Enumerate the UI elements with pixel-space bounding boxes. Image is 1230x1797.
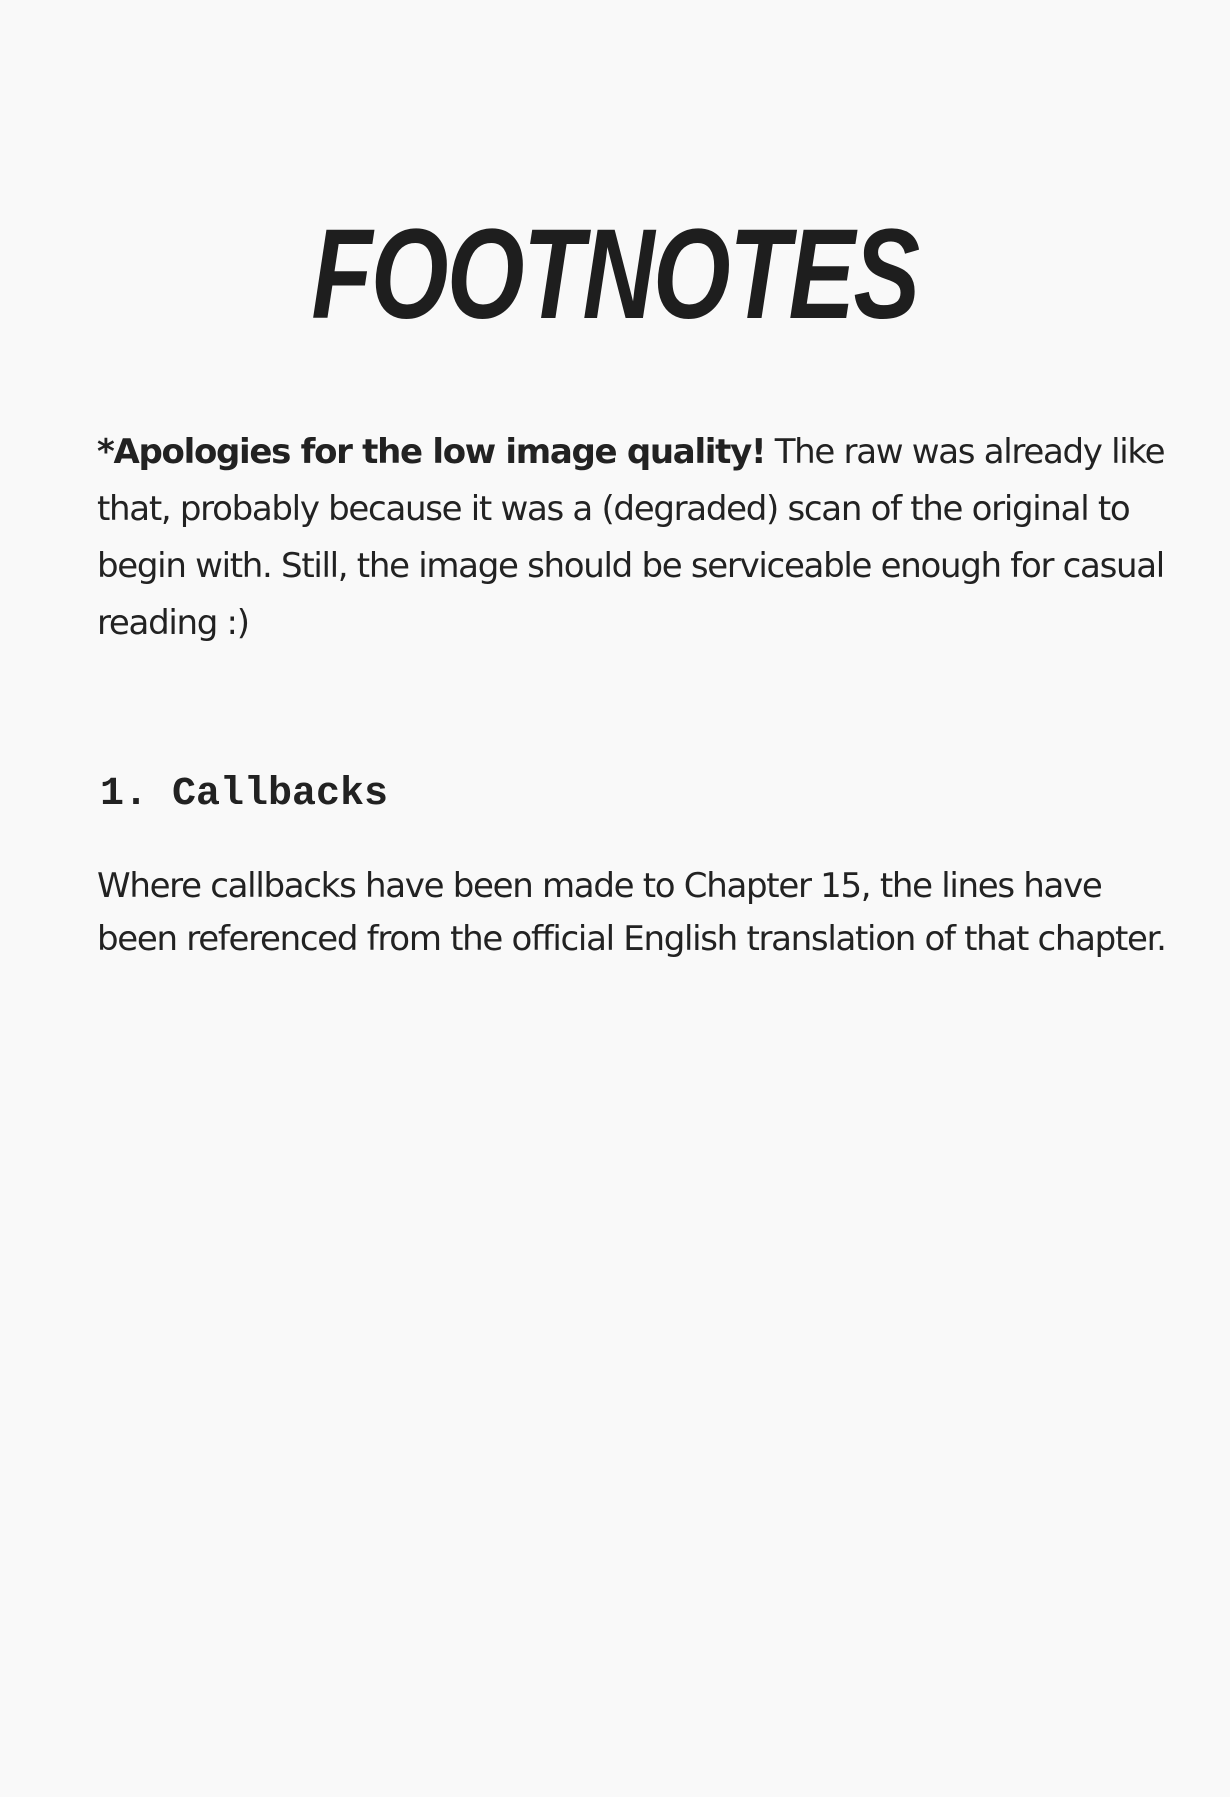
section-heading-callbacks: 1. Callbacks xyxy=(100,772,389,817)
section-body-callbacks: Where callbacks have been made to Chapter 15, the lines have been referenced from the official English translation of that chapter. xyxy=(97,866,1166,959)
apology-lead: *Apologies for the low image quality! xyxy=(97,432,766,472)
apology-note xyxy=(97,424,1177,652)
apology-body: The raw was already like that, probably because it was a (degraded) scan of the original to begin with. Still, the image should be serviceable enough for casual reading :) xyxy=(97,432,1165,643)
page-title: FOOTNOTES xyxy=(311,203,919,346)
